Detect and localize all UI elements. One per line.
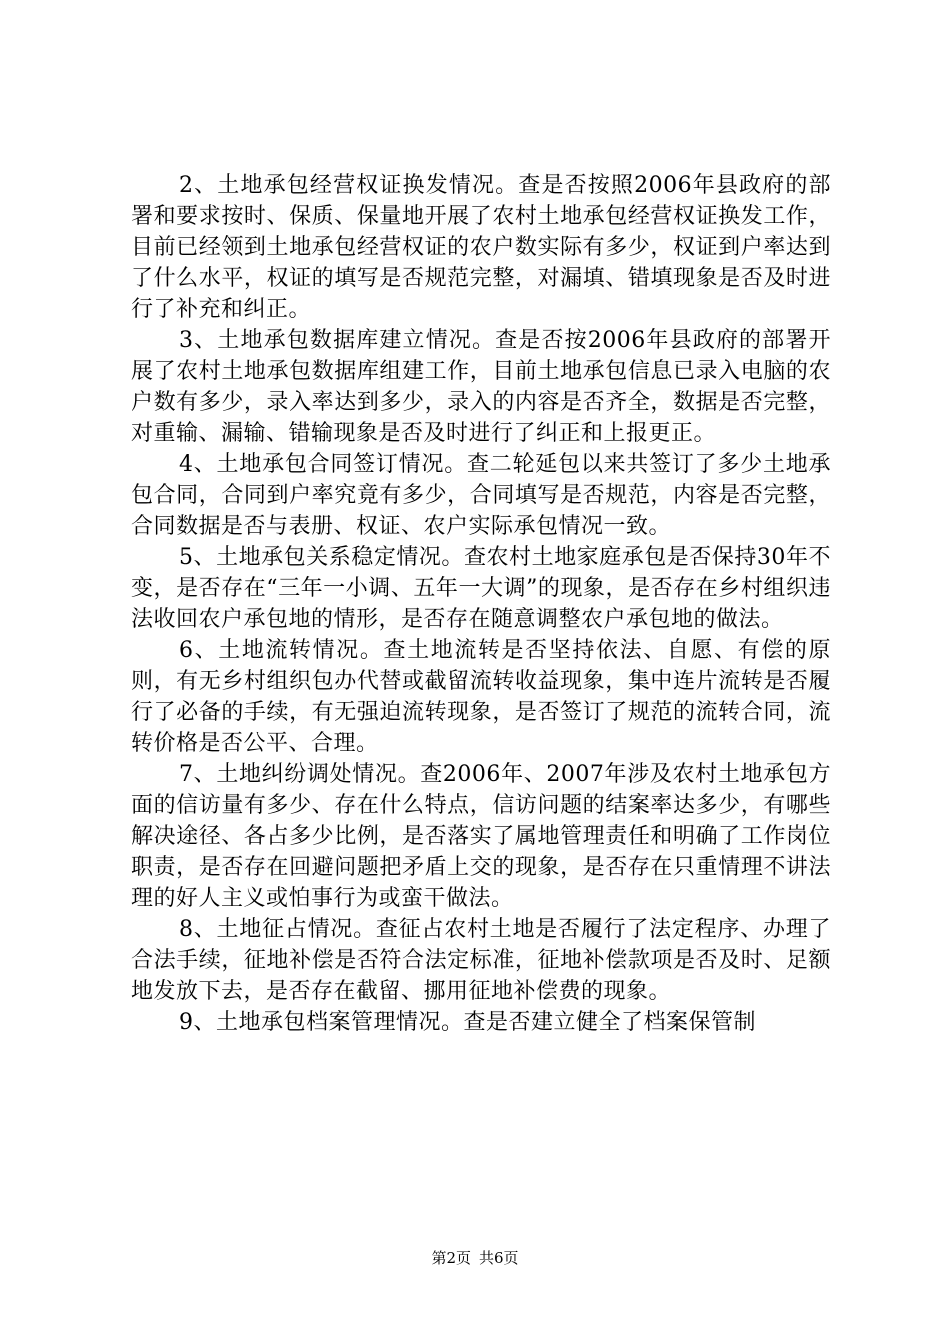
paragraph-8: 8、土地征占情况。查征占农村土地是否履行了法定程序、办理了合法手续，征地补偿是否符合法定标准，征地补偿款项是否及时、足额地发放下去，是否存在截留、挪用征地补偿费的现象。 (131, 917, 831, 1004)
page-total: 共6页 (479, 1249, 519, 1267)
paragraph-3: 3、土地承包数据库建立情况。查是否按2006年县政府的部署开展了农村土地承包数据库组建工作，目前土地承包信息已录入电脑的农户数有多少，录入率达到多少，录入的内容是否齐全，数据是否完整，对重输、漏输、错输现象是否及时进行了纠正和上报更正。 (131, 328, 831, 446)
paragraph-7: 7、土地纠纷调处情况。查2006年、2007年涉及农村土地承包方面的信访量有多少、存在什么特点，信访问题的结案率达多少，有哪些解决途径、各占多少比例，是否落实了属地管理责任和明确了工作岗位职责，是否存在回避问题把矛盾上交的现象，是否存在只重情理不讲法理的好人主义或怕事行为或蛮干做法。 (131, 762, 831, 911)
document-body (131, 170, 831, 1038)
paragraph-9: 9、土地承包档案管理情况。查是否建立健全了档案保管制 (179, 1010, 756, 1035)
page-number: 第2页 (431, 1249, 471, 1267)
paragraph-5: 5、土地承包关系稳定情况。查农村土地家庭承包是否保持30年不变，是否存在“三年一小调、五年一大调”的现象，是否存在乡村组织违法收回农户承包地的情形，是否存在随意调整农户承包地的做法。 (131, 545, 831, 632)
paragraph-6: 6、土地流转情况。查土地流转是否坚持依法、自愿、有偿的原则，有无乡村组织包办代替或截留流转收益现象，集中连片流转是否履行了必备的手续，有无强迫流转现象，是否签订了规范的流转合同，流转价格是否公平、合理。 (131, 638, 831, 756)
paragraph-2: 2、土地承包经营权证换发情况。查是否按照2006年县政府的部署和要求按时、保质、保量地开展了农村土地承包经营权证换发工作，目前已经领到土地承包经营权证的农户数实际有多少，权证到户率达到了什么水平，权证的填写是否规范完整，对漏填、错填现象是否及时进行了补充和纠正。 (131, 173, 831, 322)
paragraph-4: 4、土地承包合同签订情况。查二轮延包以来共签订了多少土地承包合同，合同到户率究竟有多少，合同填写是否规范，内容是否完整，合同数据是否与表册、权证、农户实际承包情况一致。 (131, 452, 831, 539)
page-footer (0, 1248, 950, 1268)
